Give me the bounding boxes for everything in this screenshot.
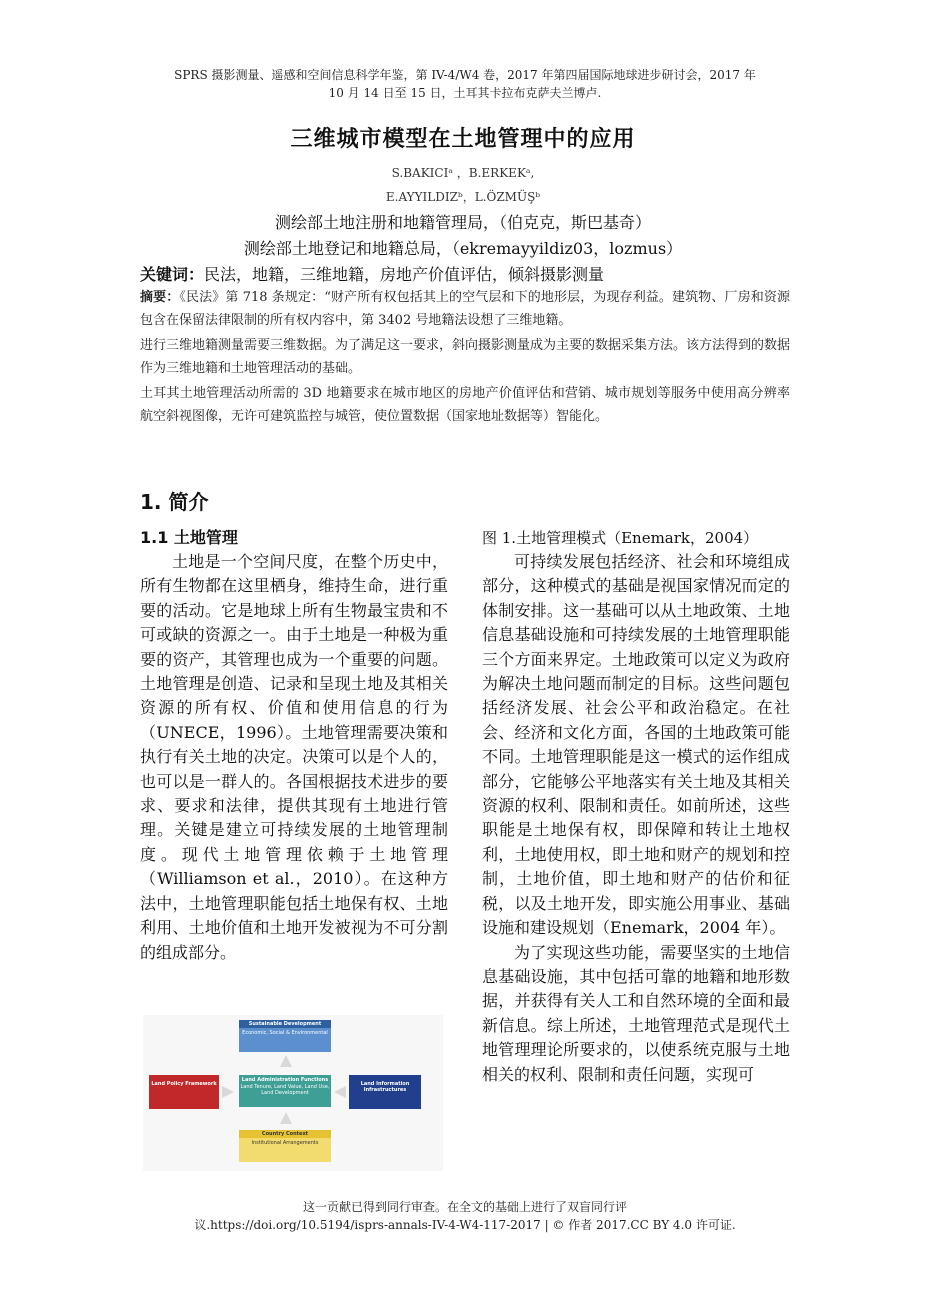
authors-line-1: S.BAKICIᵃ ，B.ERKEKᵃ, — [391, 166, 535, 180]
figure-caption: 图 1.土地管理模式（Enemark，2004） — [482, 529, 759, 547]
abstract-paragraph-3: 土耳其土地管理活动所需的 3D 地籍要求在城市地区的房地产价值评估和营销、城市规划等服务中使用高分辨率航空斜视图像，无许可建筑监控与城管，使位置数据（国家地址数据等）智能化。 — [140, 386, 790, 424]
section-heading: 1. 简介 — [140, 490, 209, 514]
diagram-box-country-context: Country Context Institutional Arrangements — [239, 1130, 331, 1162]
abstract-label: 摘要： — [140, 290, 180, 305]
diagram-arrow-right-icon — [222, 1086, 234, 1098]
footer — [120, 1198, 810, 1234]
abstract-paragraph-2: 进行三维地籍测量需要三维数据。为了满足这一要求，斜向摄影测量成为主要的数据采集方法。该方法得到的数据作为三维地籍和土地管理活动的基础。 — [140, 338, 791, 376]
right-column — [482, 526, 790, 1087]
diagram-arrow-up-icon-2 — [280, 1112, 292, 1124]
affiliation-1: 测绘部土地注册和地籍管理局，（伯克克，斯巴基奇） — [274, 213, 651, 232]
keywords-text: 民法，地籍，三维地籍，房地产价值评估，倾斜摄影测量 — [204, 265, 605, 284]
diagram-box-land-information: Land Information Infrastructures — [349, 1075, 421, 1109]
authors-line-2: E.AYYILDIZᵇ，L.ÖZMÜŞᵇ — [385, 190, 541, 204]
footer-line-2: 议.https://doi.org/10.5194/isprs-annals-IV-4-W4-117-2017 | © 作者 2017.CC BY 4.0 许可证. — [194, 1218, 736, 1232]
header-line-2: 10 月 14 日至 15 日，土耳其卡拉布克萨夫兰博卢. — [328, 86, 602, 100]
left-column — [140, 526, 448, 965]
footer-line-1: 这一贡献已得到同行审查。在全文的基础上进行了双盲同行评 — [302, 1200, 627, 1214]
diagram-box-sustainable-development: Sustainable Development Economic, Social & Environmental — [239, 1020, 331, 1052]
diagram-arrow-left-icon — [334, 1086, 346, 1098]
header-line-1: SPRS 摄影测量、遥感和空间信息科学年鉴，第 IV-4/W4 卷，2017 年第四届国际地球进步研讨会，2017 年 — [174, 68, 756, 82]
subsection-heading: 1.1 土地管理 — [140, 528, 238, 547]
journal-header — [120, 66, 810, 102]
right-paragraph-2: 为了实现这些功能，需要坚实的土地信息基础设施，其中包括可靠的地籍和地形数据，并获得有关人工和自然环境的全面和最新信息。综上所述，土地管理范式是现代土地管理理论所要求的，以使系统克服与土地相关的权利、限制和责任问题，实现可 — [482, 942, 790, 1084]
affiliation-2: 测绘部土地登记和地籍总局，（ekremayyildiz03，lozmus） — [243, 239, 683, 258]
diagram-arrow-up-icon — [280, 1055, 292, 1067]
diagram-box-land-administration: Land Administration Functions Land Tenure, Land Value, Land Use, Land Development — [239, 1075, 331, 1107]
keywords — [140, 262, 790, 285]
paper-title: 三维城市模型在土地管理中的应用 — [290, 126, 636, 152]
land-management-diagram — [143, 1015, 443, 1171]
abstract — [140, 287, 790, 431]
left-paragraph: 土地是一个空间尺度，在整个历史中，所有生物都在这里栖身，维持生命，进行重要的活动。它是地球上所有生物最宝贵和不可或缺的资源之一。由于土地是一种极为重要的资产，其管理也成为一个重要的问题。土地管理是创造、记录和呈现土地及其相关资源的所有权、价值和使用信息的行为（UNECE，1996）。土地管理需要决策和执行有关土地的决定。决策可以是个人的，也可以是一群人的。各国根据技术进步的要求、要求和法律，提供其现有土地进行管理。关键是建立可持续发展的土地管理制度。现代土地管理依赖于土地管理（Williamson et al.，2010）。在这种方法中，土地管理职能包括土地保有权、土地利用、土地价值和土地开发被视为不可分割的组成部分。 — [140, 552, 448, 962]
keywords-label: 关键词： — [140, 265, 205, 284]
diagram-box-land-policy: Land Policy Framework — [149, 1075, 219, 1109]
abstract-paragraph-1: 摘要：《民法》第 718 条规定：“财产所有权包括其上的空气层和下的地形层，为现存利益。建筑物、厂房和资源包含在保留法律限制的所有权内容中，第 3402 号地籍法设想了三维地籍。 — [140, 290, 790, 328]
right-paragraph-1: 可持续发展包括经济、社会和环境组成部分，这种模式的基础是视国家情况而定的体制安排。这一基础可以从土地政策、土地信息基础设施和可持续发展的土地管理职能三个方面来界定。土地政策可以定义为政府为解决土地问题而制定的目标。这些问题包括经济发展、社会公平和政治稳定。在社会、经济和文化方面，各国的土地政策可能不同。土地管理职能是这一模式的运作组成部分，它能够公平地落实有关土地及其相关资源的权利、限制和责任。如前所述，这些职能是土地保有权，即保障和转让土地权利，土地使用权，即土地和财产的规划和控制，土地价值，即土地和财产的估价和征税，以及土地开发，即实施公用事业、基础设施和建设规划（Enemark，2004 年）。 — [482, 552, 790, 938]
